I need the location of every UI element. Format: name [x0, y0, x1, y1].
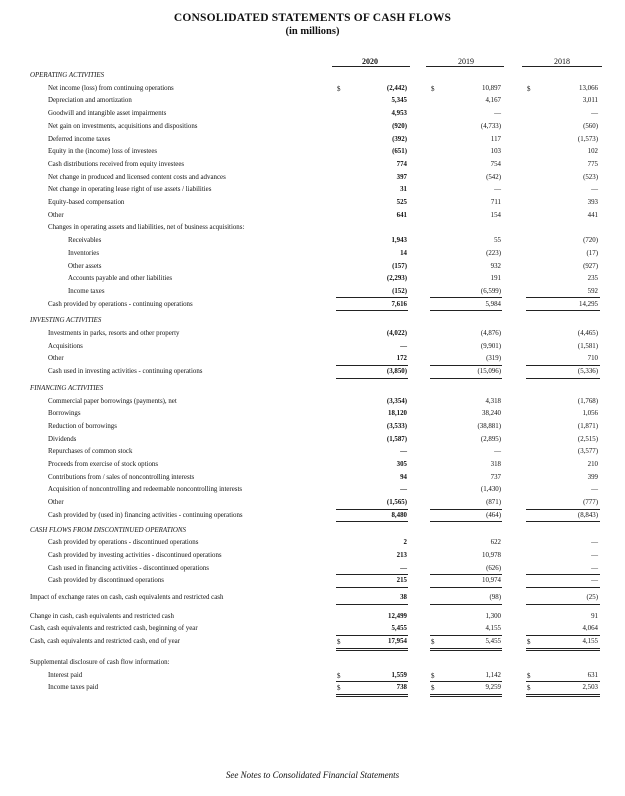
row-label: Income taxes	[68, 287, 105, 295]
value-2018: (5,336)	[577, 368, 598, 376]
table-row	[0, 353, 625, 365]
row-label: Other	[48, 499, 64, 507]
value-2020: —	[400, 486, 407, 494]
value-2020: 18,120	[388, 410, 407, 418]
table-row	[0, 159, 625, 171]
row-label: Cash used in financing activities - discontinued operations	[48, 564, 209, 572]
header-rule-2020	[332, 66, 410, 67]
value-2020: 7,616	[391, 300, 407, 308]
double-underline	[336, 648, 408, 652]
value-2018: —	[591, 551, 598, 559]
value-2020: 38	[400, 594, 407, 601]
section-heading	[0, 383, 625, 395]
table-row	[0, 611, 625, 623]
value-2018: 399	[587, 473, 598, 481]
table-row	[0, 341, 625, 353]
table-row	[0, 134, 625, 146]
underline	[430, 604, 502, 605]
value-2018: —	[591, 110, 598, 118]
value-2020: (3,850)	[386, 368, 407, 376]
row-label: Investments in parks, resorts and other property	[48, 330, 180, 337]
row-label: Contributions from / sales of noncontrolling interests	[48, 473, 195, 481]
value-2019: 103	[490, 148, 501, 156]
value-2018: (17)	[586, 249, 598, 257]
row-label: Net change in produced and licensed content costs and advances	[48, 173, 226, 181]
value-2020: 17,954	[388, 638, 407, 646]
row-label: Cash used in investing activities - continuing operations	[48, 368, 203, 376]
table-row	[0, 550, 625, 562]
statement-title: CONSOLIDATED STATEMENTS OF CASH FLOWS	[173, 12, 452, 24]
value-2019: 1,300	[485, 612, 501, 620]
value-2018: 2,503	[582, 684, 598, 692]
value-2018: 235	[587, 275, 598, 283]
value-2020: (152)	[392, 287, 407, 295]
value-2020: (2,293)	[386, 275, 407, 283]
header-rule-2018	[522, 66, 602, 67]
value-2018: —	[591, 564, 598, 572]
row-label: Income taxes paid	[48, 684, 99, 692]
row-label: Commercial paper borrowings (payments), net	[48, 397, 177, 405]
value-2020: 1,559	[391, 671, 407, 679]
value-2019: 5,455	[485, 638, 501, 646]
table-row	[0, 210, 625, 222]
row-label: Net income (loss) from continuing operations	[48, 84, 174, 92]
value-2018: (1,768)	[577, 397, 598, 405]
row-label: Acquisition of noncontrolling and redeemable noncontrolling interests	[48, 486, 243, 494]
table-row	[0, 472, 625, 484]
value-2020: 5,345	[391, 97, 407, 105]
row-label: Equity in the (income) loss of investees	[48, 148, 158, 156]
value-2020: —	[400, 564, 407, 572]
table-row	[0, 484, 625, 496]
currency-symbol: $	[527, 684, 531, 693]
underline	[526, 378, 600, 379]
value-2020: 641	[396, 211, 407, 219]
value-2020: 215	[396, 577, 407, 585]
value-2019: 9,259	[485, 684, 501, 692]
value-2020: (651)	[392, 148, 407, 156]
row-label: Deferred income taxes	[48, 135, 111, 143]
value-2020: 5,455	[391, 625, 407, 633]
value-2020: 774	[396, 160, 407, 168]
double-underline	[430, 694, 502, 698]
table-row	[0, 222, 625, 234]
row-label: Accounts payable and other liabilities	[68, 275, 173, 283]
table-row	[0, 421, 625, 433]
value-2020: 525	[396, 199, 407, 206]
underline	[430, 521, 502, 522]
table-row	[0, 623, 625, 635]
table-row	[0, 592, 625, 604]
value-2019: (223)	[486, 249, 501, 257]
row-label: Cash provided by operations - continuing operations	[48, 300, 193, 308]
currency-symbol: $	[431, 684, 435, 693]
year-header-2018: 2018	[554, 57, 570, 66]
value-2020: 2	[403, 539, 407, 547]
table-row	[0, 434, 625, 446]
value-2019: (626)	[486, 564, 501, 572]
value-2019: (6,599)	[480, 287, 501, 295]
value-2018: 631	[587, 671, 598, 679]
value-2018: (927)	[583, 262, 598, 270]
value-2019: 10,978	[482, 551, 501, 559]
value-2020: —	[400, 342, 407, 350]
table-row	[0, 396, 625, 408]
value-2020: 31	[400, 186, 407, 194]
table-row	[0, 95, 625, 107]
value-2019: 117	[490, 135, 501, 143]
value-2018: 13,066	[579, 84, 598, 92]
table-row	[0, 261, 625, 273]
table-row	[0, 299, 625, 311]
table-row	[0, 670, 625, 682]
row-label: Other	[48, 211, 64, 219]
currency-symbol: $	[431, 638, 435, 647]
underline	[526, 604, 600, 605]
value-2019: 55	[494, 237, 501, 245]
row-label: Acquisitions	[48, 342, 83, 350]
value-2019: —	[494, 110, 501, 118]
value-2019: (9,901)	[480, 342, 501, 350]
value-2019: (98)	[489, 594, 501, 601]
value-2018: —	[591, 577, 598, 585]
double-underline	[526, 648, 600, 652]
table-row	[0, 408, 625, 420]
table-row	[0, 497, 625, 509]
value-2020: (1,565)	[386, 499, 407, 507]
value-2018: —	[591, 186, 598, 194]
year-header-2020: 2020	[362, 57, 378, 66]
currency-symbol: $	[337, 671, 341, 680]
value-2020: 12,499	[388, 612, 407, 620]
underline	[336, 310, 408, 311]
value-2019: (4,876)	[480, 330, 501, 337]
table-row	[0, 459, 625, 471]
table-row	[0, 83, 625, 95]
value-2019: (319)	[486, 355, 501, 363]
statement-subtitle: (in millions)	[285, 26, 340, 37]
value-2019: —	[494, 448, 501, 456]
value-2018: 14,295	[579, 300, 598, 308]
underline	[526, 310, 600, 311]
section-label: CASH FLOWS FROM DISCONTINUED OPERATIONS	[30, 526, 186, 534]
value-2018: 3,011	[582, 97, 598, 105]
value-2020: (3,354)	[386, 397, 407, 405]
table-row	[0, 146, 625, 158]
value-2019: 622	[490, 539, 501, 547]
currency-symbol: $	[431, 84, 435, 93]
table-row	[0, 172, 625, 184]
currency-symbol: $	[337, 684, 341, 693]
row-label: Changes in operating assets and liabilities, net of business acquisitions:	[48, 224, 245, 232]
currency-symbol: $	[337, 84, 341, 93]
underline	[526, 521, 600, 522]
row-label: Repurchases of common stock	[48, 448, 133, 456]
row-label: Cash provided by operations - discontinued operations	[48, 539, 199, 547]
section-heading	[0, 315, 625, 327]
value-2019: 191	[490, 275, 501, 283]
value-2018: 592	[587, 287, 598, 295]
underline	[430, 378, 502, 379]
underline	[430, 310, 502, 311]
value-2019: 711	[490, 199, 501, 206]
value-2018: (3,577)	[577, 448, 598, 456]
value-2018: (25)	[586, 594, 598, 601]
table-row	[0, 248, 625, 260]
row-label: Inventories	[68, 249, 99, 257]
row-label: Cash, cash equivalents and restricted cash, end of year	[30, 638, 181, 646]
row-label: Interest paid	[48, 671, 83, 679]
currency-symbol: $	[527, 671, 531, 680]
value-2020: 8,480	[391, 511, 407, 519]
value-2019: (15,096)	[477, 368, 501, 376]
year-header-2019: 2019	[458, 57, 474, 66]
double-underline	[430, 648, 502, 652]
table-row	[0, 575, 625, 587]
table-row	[0, 682, 625, 694]
value-2020: (157)	[392, 262, 407, 270]
footer-note: See Notes to Consolidated Financial Statements	[225, 770, 400, 780]
value-2018: 102	[587, 148, 598, 156]
value-2020: 14	[400, 249, 407, 257]
row-label: Depreciation and amortization	[48, 97, 132, 105]
value-2019: 754	[490, 160, 501, 168]
value-2018: 710	[587, 355, 598, 363]
row-label: Borrowings	[48, 410, 81, 418]
value-2020: (392)	[392, 135, 407, 143]
row-label: Cash distributions received from equity investees	[48, 160, 185, 168]
value-2020: 213	[396, 551, 407, 559]
row-label: Cash provided by investing activities - discontinued operations	[48, 551, 222, 559]
value-2020: 738	[396, 684, 407, 692]
value-2018: 91	[591, 612, 598, 620]
value-2020: 1,943	[391, 237, 407, 245]
value-2019: (2,895)	[480, 435, 501, 443]
value-2019: 318	[490, 461, 501, 468]
value-2020: 397	[396, 173, 407, 181]
value-2018: (1,871)	[577, 422, 598, 430]
row-label: Impact of exchange rates on cash, cash equivalents and restricted cash	[30, 594, 224, 601]
value-2019: 38,240	[482, 410, 501, 418]
table-row	[0, 537, 625, 549]
underline	[336, 604, 408, 605]
value-2020: (4,022)	[386, 330, 407, 337]
value-2019: 4,155	[485, 625, 501, 633]
table-row	[0, 636, 625, 648]
table-row	[0, 235, 625, 247]
value-2018: (8,843)	[577, 511, 598, 519]
value-2020: (2,442)	[386, 84, 407, 92]
currency-symbol: $	[337, 638, 341, 647]
section-heading	[0, 525, 625, 537]
section-label: INVESTING ACTIVITIES	[30, 317, 102, 325]
table-row	[0, 657, 625, 669]
section-heading	[0, 70, 625, 82]
row-label: Cash provided by discontinued operations	[48, 577, 164, 585]
table-row	[0, 446, 625, 458]
value-2018: —	[591, 486, 598, 494]
value-2019: 5,984	[485, 300, 501, 308]
value-2018: 210	[587, 461, 598, 468]
underline	[336, 587, 408, 588]
table-row	[0, 108, 625, 120]
currency-symbol: $	[431, 671, 435, 680]
value-2018: (1,573)	[577, 135, 598, 143]
value-2018: (777)	[583, 499, 598, 507]
value-2018: (560)	[583, 122, 598, 130]
value-2020: 305	[396, 461, 407, 468]
row-label: Receivables	[68, 237, 102, 245]
table-row	[0, 563, 625, 575]
row-label: Supplemental disclosure of cash flow information:	[30, 658, 170, 666]
double-underline	[526, 694, 600, 698]
value-2020: (1,587)	[386, 435, 407, 443]
value-2019: (38,881)	[477, 422, 501, 430]
value-2019: 737	[490, 473, 501, 481]
value-2019: 154	[490, 211, 501, 219]
value-2019: 4,167	[485, 97, 501, 105]
value-2019: 10,897	[482, 84, 501, 92]
double-underline	[336, 694, 408, 698]
value-2019: (464)	[486, 511, 501, 519]
table-row	[0, 184, 625, 196]
table-row	[0, 197, 625, 209]
value-2018: 4,155	[582, 638, 598, 646]
value-2019: (4,733)	[480, 122, 501, 130]
row-label: Equity-based compensation	[48, 199, 125, 206]
value-2019: 932	[490, 262, 501, 270]
section-label: FINANCING ACTIVITIES	[30, 384, 104, 392]
row-label: Reduction of borrowings	[48, 422, 117, 430]
value-2018: —	[591, 539, 598, 547]
row-label: Proceeds from exercise of stock options	[48, 461, 159, 468]
row-label: Other assets	[68, 262, 102, 270]
value-2018: 4,064	[582, 625, 598, 633]
value-2019: 10,974	[482, 577, 501, 585]
currency-symbol: $	[527, 638, 531, 647]
row-label: Cash, cash equivalents and restricted cash, beginning of year	[30, 625, 198, 633]
currency-symbol: $	[527, 84, 531, 93]
value-2019: 1,142	[485, 671, 501, 679]
row-label: Net change in operating lease right of use assets / liabilities	[48, 186, 212, 194]
value-2018: (4,465)	[577, 330, 598, 337]
value-2019: (542)	[486, 173, 501, 181]
value-2020: 172	[396, 355, 407, 363]
table-row	[0, 121, 625, 133]
value-2019: —	[494, 186, 501, 194]
value-2018: 775	[587, 160, 598, 168]
value-2020: 94	[400, 473, 407, 481]
value-2020: (920)	[392, 122, 407, 130]
value-2019: (1,430)	[480, 486, 501, 494]
underline	[336, 521, 408, 522]
value-2018: 1,056	[582, 410, 598, 418]
row-label: Goodwill and intangible asset impairments	[48, 110, 167, 118]
row-label: Other	[48, 355, 64, 363]
underline	[336, 378, 408, 379]
value-2020: (3,533)	[386, 422, 407, 430]
row-label: Cash provided by (used in) financing activities - continuing operations	[48, 511, 243, 519]
table-row	[0, 286, 625, 298]
value-2018: 441	[587, 211, 598, 219]
row-label: Change in cash, cash equivalents and restricted cash	[30, 612, 174, 620]
value-2018: (1,581)	[577, 342, 598, 350]
table-row	[0, 366, 625, 378]
underline	[430, 587, 502, 588]
header-rule-2019	[426, 66, 504, 67]
value-2019: (871)	[486, 499, 501, 507]
row-label: Net gain on investments, acquisitions and dispositions	[48, 122, 198, 130]
value-2019: 4,318	[485, 397, 501, 405]
value-2018: 393	[587, 199, 598, 206]
table-row	[0, 510, 625, 522]
value-2020: 4,953	[391, 110, 407, 118]
row-label: Dividends	[48, 435, 77, 443]
value-2018: (720)	[583, 237, 598, 245]
table-row	[0, 273, 625, 285]
value-2020: —	[400, 448, 407, 456]
section-label: OPERATING ACTIVITIES	[30, 72, 105, 79]
value-2018: (2,515)	[577, 435, 598, 443]
underline	[526, 587, 600, 588]
value-2018: (523)	[583, 173, 598, 181]
table-row	[0, 328, 625, 340]
